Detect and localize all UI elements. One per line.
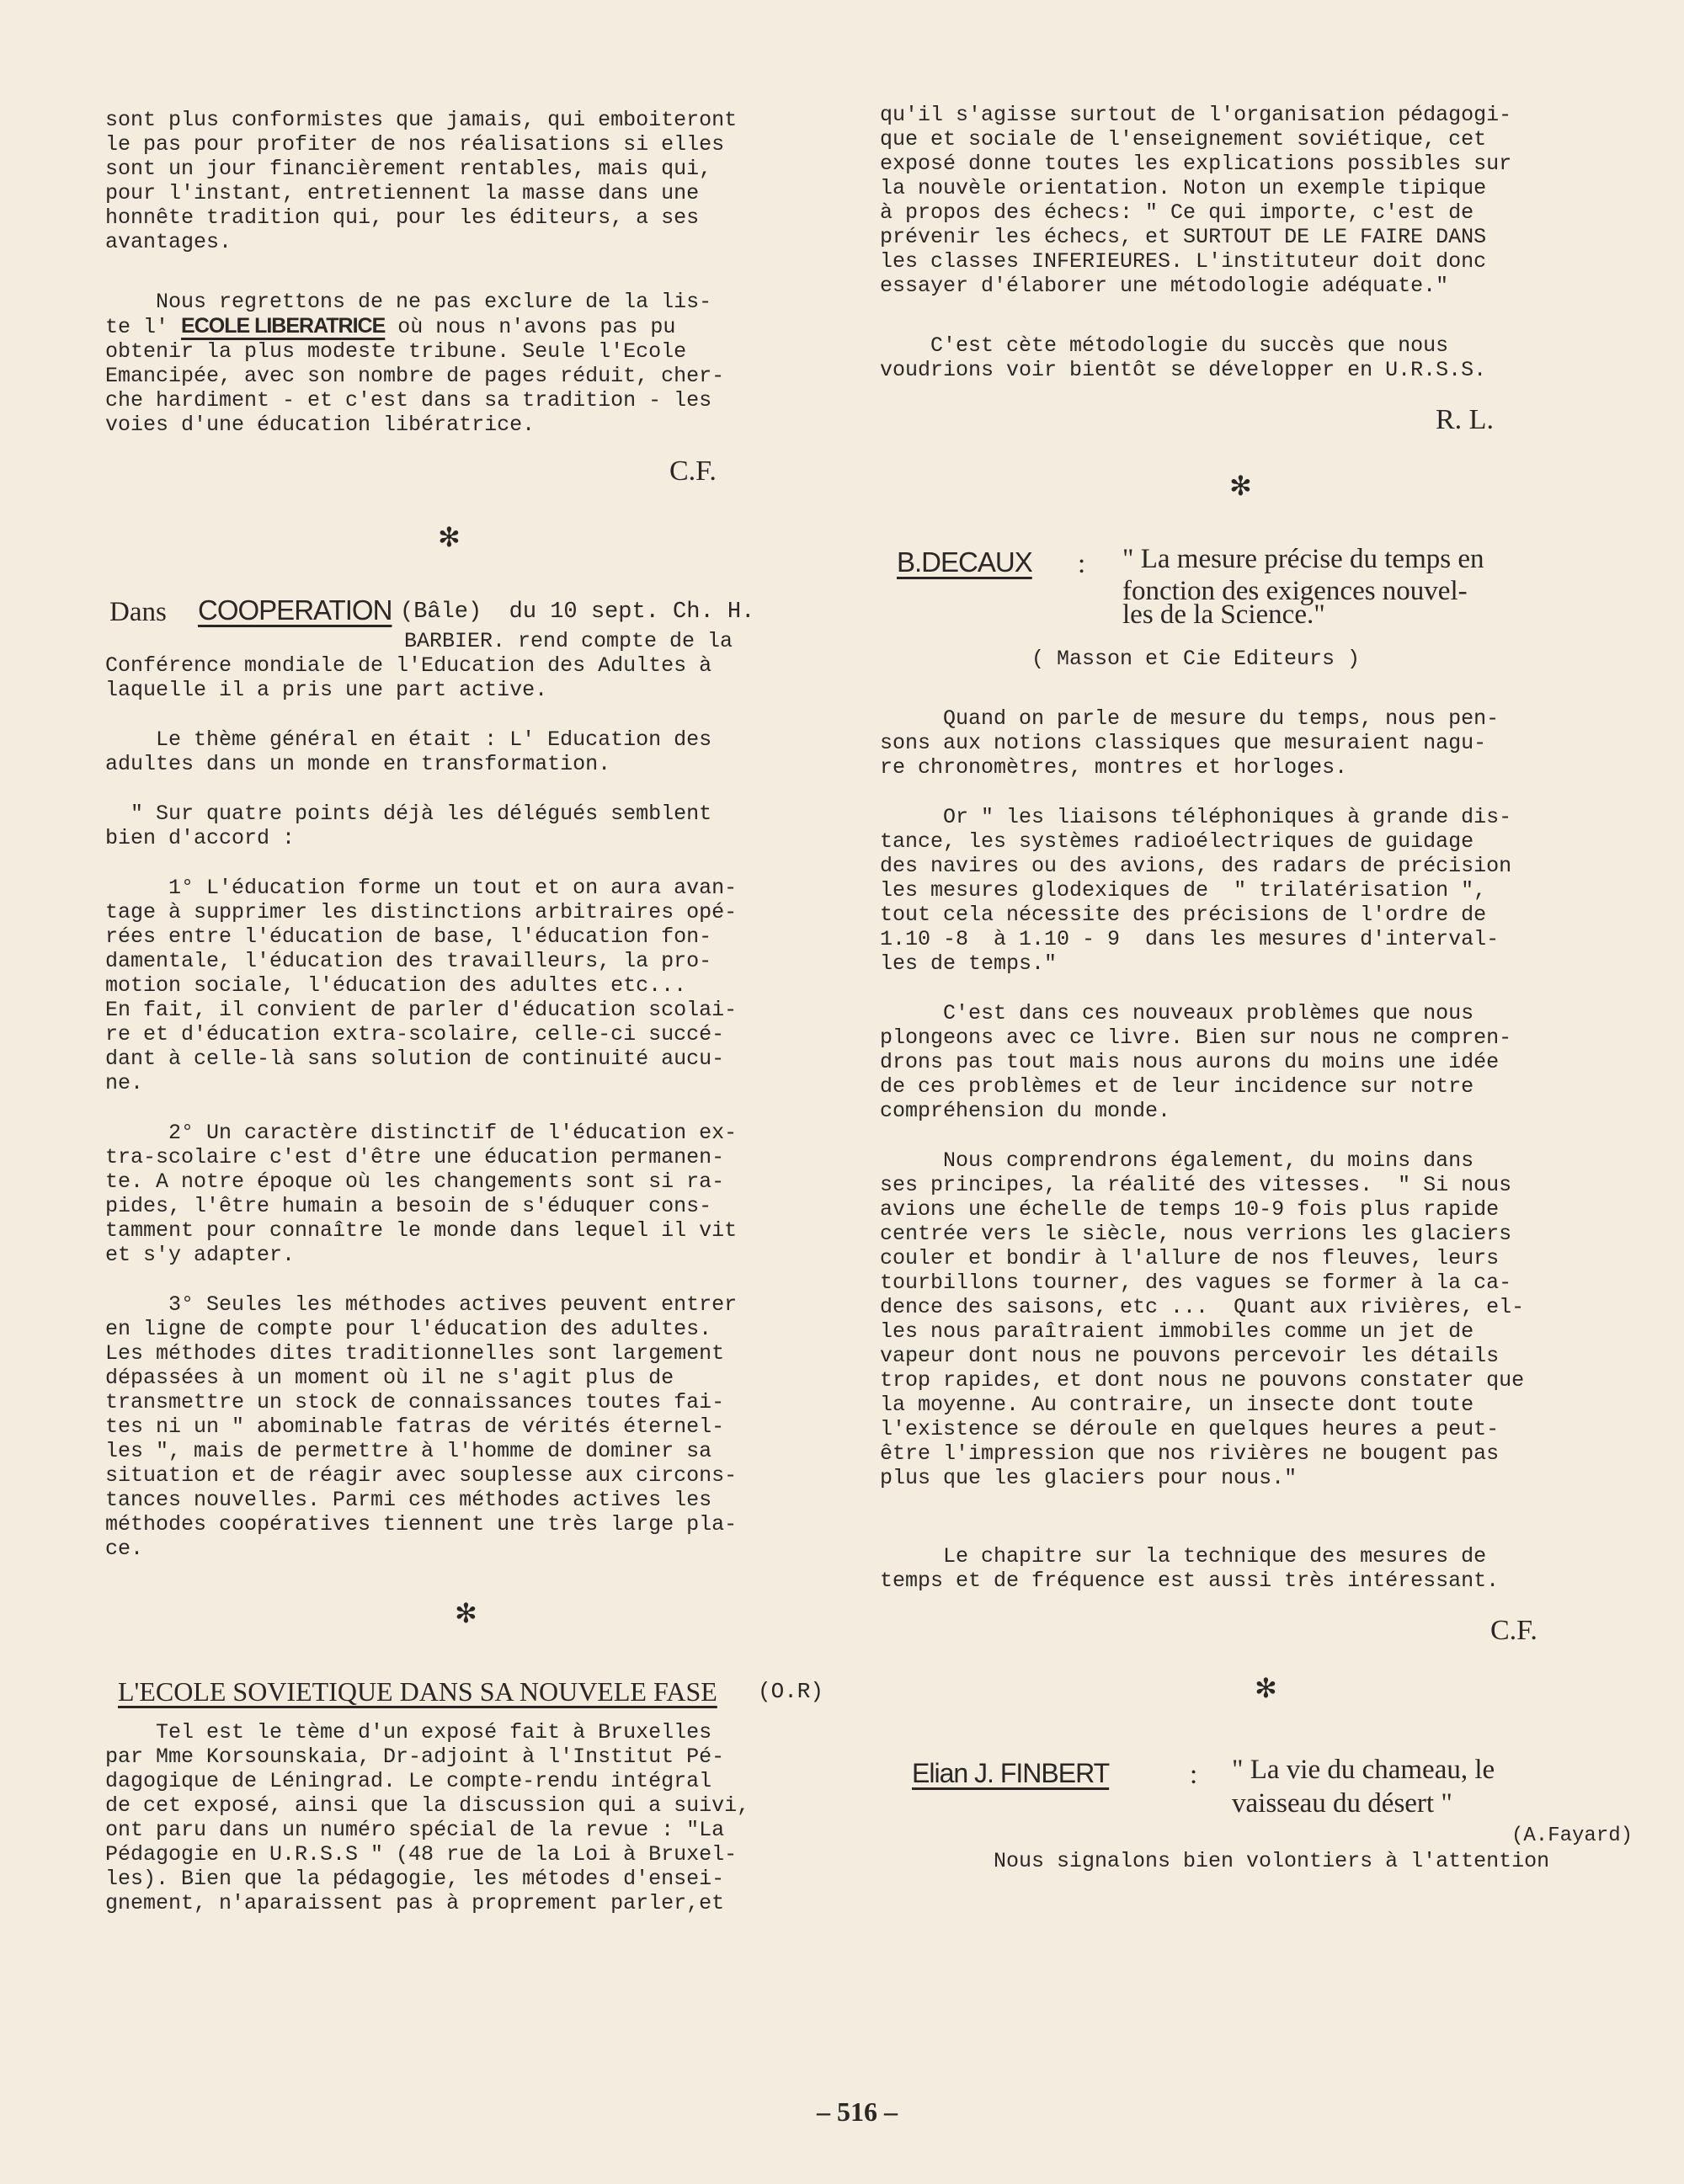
text-line: de cet exposé, ainsi que la discussion qui a suivi, — [105, 1793, 750, 1818]
text-line: transmettre un stock de connaissances toutes fai- — [105, 1390, 725, 1414]
text-line: prévenir les échecs, et SURTOUT DE LE FAIRE DANS — [880, 225, 1487, 249]
ecole-liberatrice-title: ECOLE LIBERATRICE — [181, 314, 386, 338]
text-line: " Sur quatre points déjà les délégués semblent — [105, 802, 712, 826]
text-line: Quand on parle de mesure du temps, nous pen- — [880, 706, 1500, 731]
text-line: plongeons avec ce livre. Bien sur nous ne compren- — [880, 1025, 1512, 1050]
text-line: dant à celle-là sans solution de continuité aucu- — [105, 1047, 725, 1071]
ecole-sovietique-section — [105, 1675, 829, 1915]
text-line: voies d'une éducation libératrice. — [105, 413, 536, 437]
theme-paragraph — [105, 727, 829, 776]
text-line: trop rapides, et dont nous ne pouvons constater que — [880, 1368, 1525, 1393]
text-line: avions une échelle de temps 10-9 fois plus rapide — [880, 1197, 1500, 1222]
text-line: et s'y adapter. — [105, 1243, 296, 1267]
cooperation-section — [105, 594, 829, 702]
regret-paragraph — [105, 290, 829, 437]
dans-label: Dans — [109, 597, 167, 627]
text-line: les mesures glodexiques de " trilatérisation ", — [880, 878, 1487, 903]
asterisk-separator-icon: ✻ — [438, 521, 461, 553]
text-line: vapeur dont nous ne pouvons percevoir les détails — [880, 1344, 1500, 1368]
text-line: Emancipée, avec son nombre de pages réduit, cher- — [105, 364, 725, 388]
text-line: Le chapitre sur la technique des mesures de — [880, 1544, 1487, 1569]
text-line: les nous paraîtraient immobiles comme un jet de — [880, 1319, 1474, 1344]
finbert-title-line: " La vie du chameau, le — [1232, 1755, 1495, 1785]
text-line: rées entre l'éducation de base, l'éducation fon- — [105, 924, 712, 949]
text-line: 2° Un caractère distinctif de l'éducation ex- — [105, 1121, 738, 1145]
text-line: qu'il s'agisse surtout de l'organisation pédagogi- — [880, 103, 1512, 127]
text-line: BARBIER. rend compte de la — [404, 629, 733, 653]
text-line: Or " les liaisons téléphoniques à grande dis- — [880, 805, 1512, 829]
intro-paragraph — [105, 108, 829, 254]
asterisk-separator-icon: ✻ — [455, 1597, 477, 1629]
ecole-sovietique-tag: (O.R) — [758, 1679, 824, 1704]
text-line: les de temps." — [880, 951, 1058, 976]
text-line: que et sociale de l'enseignement soviétique, cet — [880, 127, 1487, 152]
text-line: avantages. — [105, 230, 232, 254]
text-line: tourbillons tourner, des vagues se former à la ca- — [880, 1270, 1512, 1295]
or-paragraph — [880, 805, 1604, 976]
text-line: Conférence mondiale de l'Education des Adultes à — [105, 653, 712, 678]
text-line: les classes INFERIEURES. L'instituteur doit donc — [880, 249, 1487, 274]
text-line: situation et de réagir avec souplesse aux circons- — [105, 1463, 738, 1488]
text-line: 1° L'éducation forme un tout et on aura avan- — [105, 876, 738, 900]
text-line: dépassées à un moment où il ne s'agit plus de — [105, 1366, 674, 1390]
text-line: tance, les systèmes radioélectriques de guidage — [880, 829, 1474, 854]
text-line: C'est dans ces nouveaux problèmes que nous — [880, 1001, 1474, 1025]
text-line: re et d'éducation extra-scolaire, celle-ci succé- — [105, 1022, 725, 1047]
text-line — [105, 314, 829, 339]
text-line: les). Bien que la pédagogie, les métodes d'ensei- — [105, 1867, 725, 1891]
text-fragment: où nous n'avons pas pu — [385, 315, 676, 339]
text-line: gnement, n'aparaissent pas à proprement parler,et — [105, 1891, 725, 1915]
text-line: adultes dans un monde en transformation. — [105, 752, 611, 776]
quatre-points-paragraph — [105, 802, 829, 850]
text-line: En fait, il convient de parler d'éducation scolai- — [105, 998, 738, 1022]
text-line: le pas pour profiter de nos réalisations si elles — [105, 132, 725, 157]
text-line: te. A notre époque où les changements sont si ra- — [105, 1169, 725, 1194]
finbert-author: Elian J. FINBERT — [912, 1758, 1110, 1788]
text-line: exposé donne toutes les explications possibles sur — [880, 152, 1512, 176]
text-line: méthodes coopératives tiennent une très large pla- — [105, 1512, 738, 1537]
text-line: Nous signalons bien volontiers à l'attention — [994, 1849, 1550, 1873]
text-line: dagogique de Léningrad. Le compte-rendu intégral — [105, 1769, 712, 1793]
asterisk-separator-icon: ✻ — [1255, 1672, 1277, 1704]
asterisk-separator-icon: ✻ — [1229, 470, 1252, 502]
text-line: ne. — [105, 1071, 144, 1095]
text-line: honnête tradition qui, pour les éditeurs, a ses — [105, 205, 700, 230]
decaux-title-line: les de la Science." — [1122, 599, 1325, 630]
text-line: re chronomètres, montres et horloges. — [880, 755, 1348, 780]
text-line: essayer d'élaborer une métodologie adéquate." — [880, 274, 1449, 298]
text-line: bien d'accord : — [105, 826, 296, 850]
text-line: pides, l'être humain a besoin de s'éduquer cons- — [105, 1194, 712, 1218]
text-line: Les méthodes dites traditionnelles sont largement — [105, 1341, 725, 1366]
text-line: ont paru dans un numéro spécial de la revue : "La — [105, 1818, 725, 1842]
text-line: Pédagogie en U.R.S.S " (48 rue de la Loi à Bruxel- — [105, 1842, 738, 1867]
metodologie-paragraph — [880, 333, 1604, 382]
text-line: la moyenne. Au contraire, un insecte dont toute — [880, 1393, 1474, 1417]
text-line: damentale, l'éducation des travailleurs, la pro- — [105, 949, 712, 973]
cooperation-title: COOPERATION — [198, 594, 392, 626]
decaux-publisher: ( Masson et Cie Editeurs ) — [1031, 647, 1361, 671]
text-line: drons pas tout mais nous aurons du moins une idée — [880, 1050, 1500, 1074]
problemes-paragraph — [880, 1001, 1604, 1123]
text-line: tout cela nécessite des précisions de l'ordre de — [880, 903, 1487, 927]
decaux-author: B.DECAUX — [897, 546, 1032, 578]
cooperation-date: (Bâle) du 10 sept. Ch. H. — [400, 599, 755, 625]
text-line: être l'impression que nos rivières ne bougent pas — [880, 1441, 1500, 1466]
right-column — [880, 103, 1633, 1873]
text-line: ce. — [105, 1537, 144, 1561]
text-line: che hardiment - et c'est dans sa tradition - les — [105, 388, 712, 413]
text-line: tamment pour connaître le monde dans lequel il vit — [105, 1218, 738, 1243]
decaux-title-line: fonction des exigences nouvel- — [1122, 576, 1468, 606]
text-line: C'est cète métodologie du succès que nous — [880, 333, 1449, 358]
text-line: motion sociale, l'éducation des adultes etc... — [105, 973, 687, 998]
text-line: Nous comprendrons également, du moins dans — [880, 1148, 1474, 1173]
text-line: Le thème général en était : L' Education des — [105, 727, 712, 752]
text-line: sont un jour financièrement rentables, mais qui, — [105, 157, 712, 181]
text-line: 1.10 -8 à 1.10 - 9 dans les mesures d'interval- — [880, 927, 1500, 951]
point-2-paragraph — [105, 1121, 829, 1267]
text-line: ses principes, la réalité des vitesses. " Si nous — [880, 1173, 1512, 1197]
text-line: dence des saisons, etc ... Quant aux rivières, el- — [880, 1295, 1525, 1319]
text-line: tra-scolaire c'est d'être une éducation permanen- — [105, 1145, 725, 1169]
text-line: tage à supprimer les distinctions arbitraires opé- — [105, 900, 738, 924]
vitesses-paragraph — [880, 1148, 1604, 1490]
sovietique-continuation — [880, 103, 1604, 298]
text-line: plus que les glaciers pour nous." — [880, 1466, 1298, 1490]
text-line: par Mme Korsounskaia, Dr-adjoint à l'Institut Pé- — [105, 1745, 725, 1769]
text-line: tes ni un " abominable fatras de vérités éternel- — [105, 1414, 725, 1439]
text-line: des navires ou des avions, des radars de précision — [880, 854, 1512, 878]
text-line: de ces problèmes et de leur incidence sur notre — [880, 1074, 1474, 1099]
text-fragment: te l' — [105, 315, 182, 339]
text-line: centrée vers le siècle, nous verrions les glaciers — [880, 1222, 1512, 1246]
signature-cf: C.F. — [669, 455, 717, 487]
text-line: tances nouvelles. Parmi ces méthodes actives les — [105, 1488, 712, 1512]
text-line: couler et bondir à l'allure de nos fleuves, leurs — [880, 1246, 1500, 1270]
text-line: obtenir la plus modeste tribune. Seule l'Ecole — [105, 339, 687, 364]
text-line: la nouvèle orientation. Noton un exemple tipique — [880, 176, 1487, 200]
chapitre-paragraph — [880, 1544, 1604, 1593]
text-line: les ", mais de permettre à l'homme de dominer sa — [105, 1439, 712, 1463]
finbert-colon: : — [1190, 1760, 1198, 1790]
signature-rl: R. L. — [1436, 404, 1494, 435]
decaux-title-line: " La mesure précise du temps en — [1122, 544, 1484, 574]
text-line: sons aux notions classiques que mesuraient nagu- — [880, 731, 1487, 755]
text-line: en ligne de compte pour l'éducation des adultes. — [105, 1317, 712, 1341]
decaux-colon: : — [1078, 549, 1086, 579]
decaux-section — [880, 546, 1604, 671]
signature-cf: C.F. — [1490, 1615, 1537, 1646]
ecole-sovietique-title: L'ECOLE SOVIETIQUE DANS SA NOUVELE FASE — [118, 1676, 717, 1707]
left-column — [105, 108, 829, 1915]
finbert-publisher: (A.Fayard) — [1511, 1824, 1633, 1847]
text-line: l'existence se déroule en quelques heures a peut- — [880, 1417, 1500, 1441]
text-line: sont plus conformistes que jamais, qui emboiteront — [105, 108, 738, 132]
point-3-paragraph — [105, 1292, 829, 1561]
finbert-section — [880, 1755, 1633, 1873]
finbert-title-line: vaisseau du désert " — [1232, 1788, 1452, 1819]
quand-paragraph — [880, 706, 1604, 780]
text-line: voudrions voir bientôt se développer en U.R.S.S. — [880, 358, 1487, 382]
text-line: 3° Seules les méthodes actives peuvent entrer — [105, 1292, 738, 1317]
text-line: temps et de fréquence est aussi très intéressant. — [880, 1569, 1500, 1593]
text-line: compréhension du monde. — [880, 1099, 1171, 1123]
text-line: à propos des échecs: " Ce qui importe, c'est de — [880, 200, 1474, 225]
text-line: laquelle il a pris une part active. — [105, 678, 548, 702]
text-line: Tel est le tème d'un exposé fait à Bruxelles — [105, 1720, 712, 1745]
point-1-paragraph — [105, 876, 829, 1095]
text-line: pour l'instant, entretiennent la masse dans une — [105, 181, 700, 205]
text-line: Nous regrettons de ne pas exclure de la lis- — [105, 290, 712, 314]
page-number: – 516 – — [817, 2096, 898, 2127]
